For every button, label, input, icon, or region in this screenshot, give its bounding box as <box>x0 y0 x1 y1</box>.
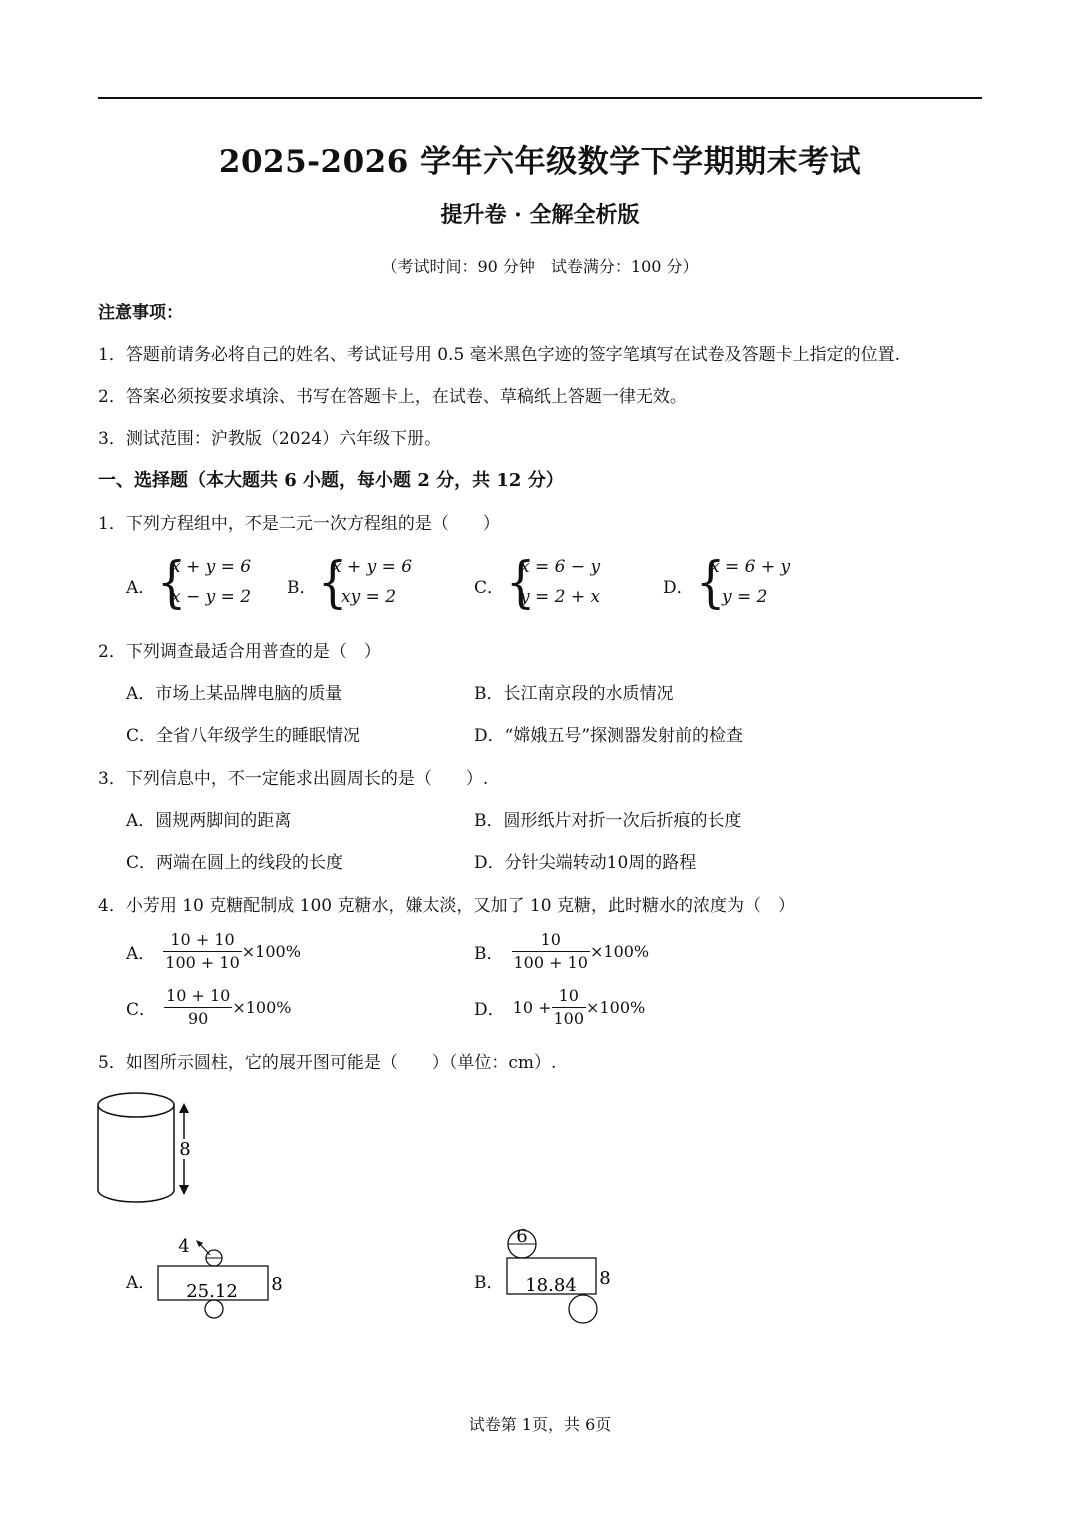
option-b-diameter-label: 6 <box>516 1226 528 1247</box>
q2-option-c: C．全省八年级学生的睡眠情况 <box>126 726 361 746</box>
option-b-length-label: 18.84 <box>525 1275 577 1296</box>
q1-option-a-eq2: x − y = 2 <box>171 587 252 607</box>
page-title: 2025-2026 学年六年级数学下学期期末考试 <box>218 144 862 180</box>
option-a-height-label: 8 <box>271 1274 283 1295</box>
q5-option-b-net <box>500 1225 620 1330</box>
notice-heading: 注意事项： <box>98 303 183 323</box>
q2-option-d: D．“嫦娥五号”探测器发射前的检查 <box>474 726 744 746</box>
q5-option-a-label: A． <box>126 1273 156 1293</box>
q4-option-c-numerator: 10 + 10 <box>164 985 232 1008</box>
notice-item-2: 2．答案必须按要求填涂、书写在答题卡上，在试卷、草稿纸上答题一律无效。 <box>98 387 687 407</box>
q1-option-a-label: A． <box>126 578 156 598</box>
q4-option-c-label: C． <box>126 1000 157 1020</box>
q2-option-b: B．长江南京段的水质情况 <box>474 684 674 704</box>
q3-option-d: D．分针尖端转动10周的路程 <box>474 853 697 873</box>
q5-stem: 5．如图所示圆柱，它的展开图可能是（ ）（单位：cm）. <box>98 1053 557 1073</box>
cylinder-top-ellipse <box>98 1093 174 1117</box>
q4-option-d-label: D． <box>474 1000 505 1020</box>
top-rule <box>98 97 982 99</box>
q4-option-c-suffix: ×100% <box>232 998 292 1017</box>
q4-option-a <box>126 929 301 974</box>
q4-option-a-numerator: 10 + 10 <box>163 929 241 952</box>
q2-stem: 2．下列调查最适合用普查的是（ ） <box>98 642 381 662</box>
q1-option-b-brace: { <box>318 549 348 615</box>
q5-option-a-net <box>150 1230 300 1325</box>
q4-stem: 4．小芳用 10 克糖配制成 100 克糖水，嫌太淡，又加了 10 克糖，此时糖水的浓度为（ ） <box>98 896 795 916</box>
q5-option-b-label: B． <box>474 1273 504 1293</box>
q4-option-d-suffix: ×100% <box>586 998 646 1017</box>
q4-option-d <box>474 985 645 1030</box>
q4-option-b-denominator: 100 + 10 <box>513 953 588 972</box>
q1-option-c-label: C． <box>474 578 505 598</box>
q1-option-c-eq1: x = 6 − y <box>520 557 601 577</box>
q1-option-d-brace: { <box>696 549 726 615</box>
q3-option-b: B．圆形纸片对折一次后折痕的长度 <box>474 811 742 831</box>
q1-option-d-label: D． <box>663 578 694 598</box>
height-arrow-up <box>179 1103 189 1113</box>
page-subtitle: 提升卷 · 全解全析版 <box>440 202 640 228</box>
q4-option-b <box>474 929 649 974</box>
q1-option-c-eq2: y = 2 + x <box>520 587 601 607</box>
q4-option-a-suffix: ×100% <box>241 942 301 961</box>
cylinder-bottom-arc <box>98 1190 174 1202</box>
q1-option-b-eq2: xy = 2 <box>341 587 397 607</box>
q3-option-a: A．圆规两脚间的距离 <box>126 811 292 831</box>
q4-option-b-label: B． <box>474 944 504 964</box>
q1-option-d-eq1: x = 6 + y <box>710 557 791 577</box>
q1-option-a-brace: { <box>157 549 187 615</box>
page-footer: 试卷第 1页，共 6页 <box>468 1415 612 1434</box>
q1-option-b-eq1: x + y = 6 <box>332 557 413 577</box>
q4-option-b-fraction <box>512 929 590 974</box>
q4-option-a-label: A． <box>126 944 156 964</box>
cylinder-figure <box>90 1085 210 1215</box>
notice-item-1: 1．答题前请务必将自己的姓名、考试证号用 0.5 毫米黑色字迹的签字笔填写在试卷及答题卡上指定的位置. <box>98 345 901 365</box>
q1-option-a-eq1: x + y = 6 <box>171 557 252 577</box>
option-b-bottom-circle <box>569 1295 597 1323</box>
q4-option-d-fraction <box>552 985 587 1030</box>
notice-item-3: 3．测试范围：沪教版（2024）六年级下册。 <box>98 429 442 449</box>
q4-option-b-suffix: ×100% <box>589 942 650 961</box>
q1-option-d-eq2: y = 2 <box>722 587 768 607</box>
q1-option-c-brace: { <box>506 549 536 615</box>
q3-stem: 3．下列信息中，不一定能求出圆周长的是（ ）. <box>98 769 489 789</box>
option-a-bottom-circle <box>205 1300 223 1318</box>
q4-option-c-denominator: 90 <box>187 1009 209 1028</box>
q4-option-d-numerator: 10 <box>552 985 587 1008</box>
q4-option-b-numerator: 10 <box>512 929 590 952</box>
q4-option-a-denominator: 100 + 10 <box>165 953 240 972</box>
q4-option-c <box>126 985 291 1030</box>
height-arrow-down <box>179 1185 189 1195</box>
q1-option-b-label: B． <box>287 578 317 598</box>
q2-option-a: A．市场上某品牌电脑的质量 <box>126 684 343 704</box>
cylinder-height-label: 8 <box>179 1139 191 1160</box>
q1-stem: 1．下列方程组中，不是二元一次方程组的是（ ） <box>98 514 500 534</box>
option-a-radius-label: 4 <box>178 1236 190 1257</box>
q3-option-c: C．两端在圆上的线段的长度 <box>126 853 344 873</box>
q4-option-d-prefix: 10 + <box>512 998 552 1017</box>
section-title: 一、选择题（本大题共 6 小题，每小题 2 分，共 12 分） <box>98 470 564 491</box>
option-b-height-label: 8 <box>599 1268 611 1289</box>
q4-option-d-denominator: 100 <box>553 1009 585 1028</box>
q4-option-a-fraction <box>163 929 241 974</box>
q4-option-c-fraction <box>164 985 232 1030</box>
exam-meta: （考试时间：90 分钟 试卷满分：100 分） <box>381 257 699 276</box>
option-a-length-label: 25.12 <box>186 1281 238 1302</box>
